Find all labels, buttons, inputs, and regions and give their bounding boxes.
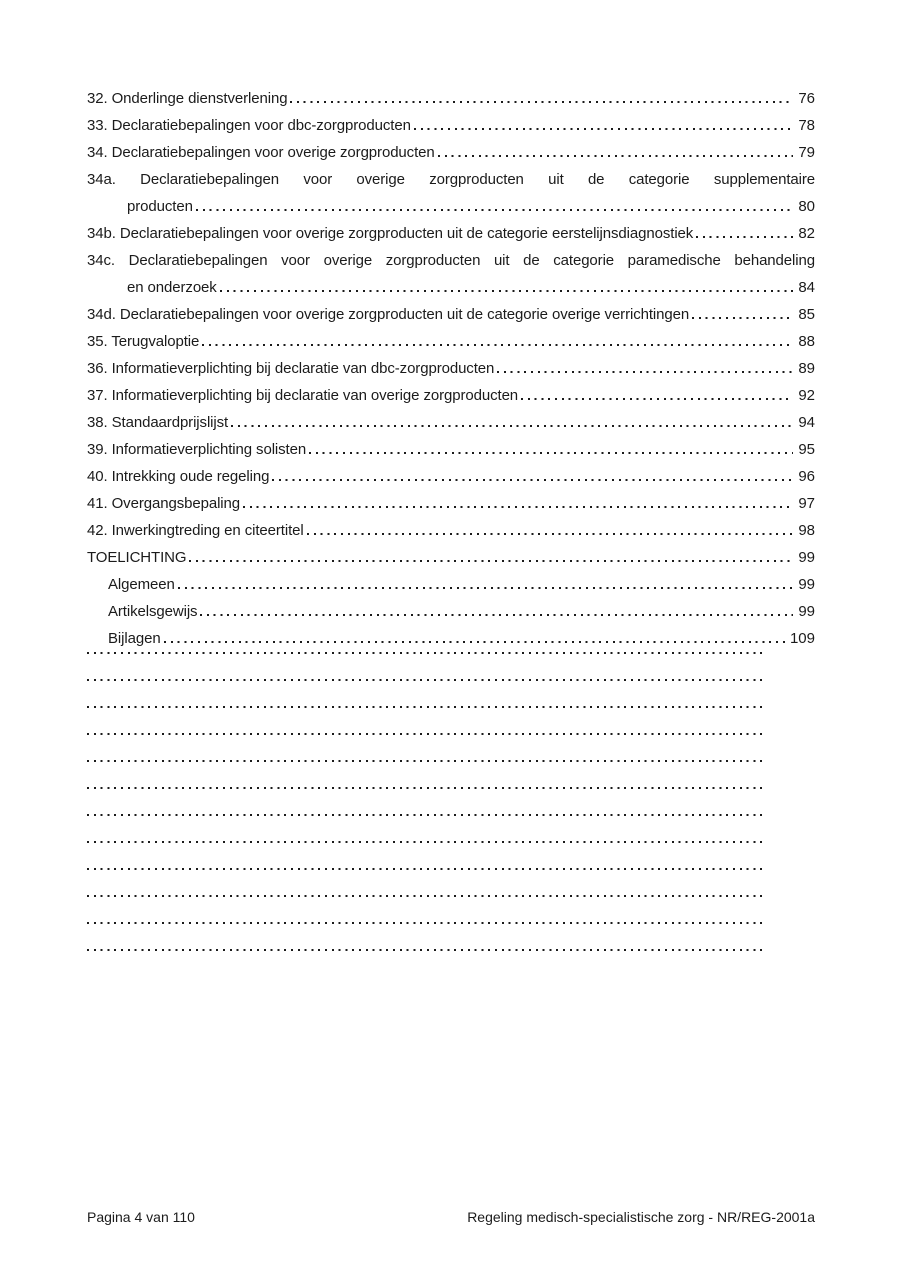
- toc-dot-leader: [196, 209, 793, 211]
- empty-dot-leader: [87, 652, 762, 654]
- toc-entry-label: 36. Informatieverplichting bij declaratie van dbc-zorgproducten: [87, 360, 495, 377]
- toc-entry-page: 92: [798, 387, 815, 404]
- toc-entry-label: 34d. Declaratiebepalingen voor overige zorgproducten uit de categorie overige verrichtingen: [87, 306, 690, 323]
- empty-leader-row: [87, 679, 815, 706]
- empty-dot-leader: [87, 895, 762, 897]
- empty-leader-row: [87, 652, 815, 679]
- toc-entry-page: 79: [798, 144, 815, 161]
- empty-leader-row: [87, 895, 815, 922]
- toc-dot-leader: [521, 398, 793, 400]
- toc-dot-leader: [243, 506, 793, 508]
- toc-row: [87, 625, 815, 652]
- toc-entry-label: 39. Informatieverplichting solisten: [87, 441, 307, 458]
- empty-dot-leader: [87, 787, 762, 789]
- empty-leader-row: [87, 949, 815, 976]
- toc-dot-leader: [231, 425, 793, 427]
- toc-dot-leader: [438, 155, 794, 157]
- empty-leader-row: [87, 841, 815, 868]
- toc-entry-page: 88: [798, 333, 815, 350]
- toc-row: [87, 517, 815, 544]
- toc-row: [87, 382, 815, 409]
- toc-row: [87, 193, 815, 220]
- toc-row: [87, 328, 815, 355]
- toc-dot-leader: [309, 452, 793, 454]
- toc-entry-page: 96: [798, 468, 815, 485]
- toc-dot-leader: [692, 317, 793, 319]
- empty-leader-row: [87, 922, 815, 949]
- empty-leader-row: [87, 733, 815, 760]
- empty-leader-row: [87, 706, 815, 733]
- toc-row: [87, 409, 815, 436]
- empty-dot-leader: [87, 760, 762, 762]
- toc-dot-leader: [497, 371, 793, 373]
- page-footer: [87, 1207, 815, 1227]
- toc-entry-page: 80: [798, 198, 815, 215]
- toc-row: [87, 166, 815, 193]
- toc-entry-page: 98: [798, 522, 815, 539]
- toc-entry-page: 89: [798, 360, 815, 377]
- toc-dot-leader: [178, 587, 794, 589]
- toc-row: [87, 274, 815, 301]
- toc-row: [87, 571, 815, 598]
- toc-row: [87, 85, 815, 112]
- toc-entry-page: 99: [798, 603, 815, 620]
- empty-dot-leader: [87, 706, 762, 708]
- toc-entry-label: 34b. Declaratiebepalingen voor overige zorgproducten uit de categorie eerstelijnsdiagnostiek: [87, 225, 694, 242]
- toc-entry-page: 82: [798, 225, 815, 242]
- footer-document-title: Regeling medisch-specialistische zorg - NR/REG-2001a: [467, 1209, 815, 1225]
- toc-row: [87, 220, 815, 247]
- toc-entry-label: 34c. Declaratiebepalingen voor overige zorgproducten uit de categorie paramedische behandeling: [87, 252, 815, 269]
- toc-dot-leader: [164, 641, 785, 643]
- toc-row: [87, 490, 815, 517]
- empty-leader-row: [87, 787, 815, 814]
- toc-row: [87, 355, 815, 382]
- toc-entry-label: 34a. Declaratiebepalingen voor overige zorgproducten uit de categorie supplementaire: [87, 171, 815, 188]
- table-of-contents: [87, 85, 815, 976]
- toc-entry-label: 35. Terugvaloptie: [87, 333, 200, 350]
- toc-dot-leader: [696, 236, 793, 238]
- toc-dot-leader: [202, 344, 793, 346]
- toc-entry-label: producten: [127, 198, 193, 215]
- toc-row: [87, 112, 815, 139]
- empty-leader-row: [87, 814, 815, 841]
- empty-dot-leader: [87, 733, 762, 735]
- toc-entry-label: 34. Declaratiebepalingen voor overige zorgproducten: [87, 144, 435, 161]
- empty-leader-row: [87, 760, 815, 787]
- toc-entry-label: Artikelsgewijs: [108, 603, 198, 620]
- toc-entry-label: Algemeen: [108, 576, 175, 593]
- toc-entry-label: 33. Declaratiebepalingen voor dbc-zorgproducten: [87, 117, 411, 134]
- toc-dot-leader: [290, 101, 793, 103]
- toc-dot-leader: [307, 533, 794, 535]
- toc-entry-page: 109: [789, 630, 815, 647]
- empty-dot-leader: [87, 922, 762, 924]
- toc-entry-page: 99: [798, 576, 815, 593]
- toc-entry-label: TOELICHTING: [87, 549, 187, 566]
- toc-dot-leader: [220, 290, 794, 292]
- empty-dot-leader: [87, 868, 762, 870]
- toc-entry-page: 84: [798, 279, 815, 296]
- toc-row: [87, 598, 815, 625]
- toc-entry-label: 41. Overgangsbepaling: [87, 495, 241, 512]
- toc-entry-label: 42. Inwerkingtreding en citeertitel: [87, 522, 304, 539]
- toc-entry-page: 99: [798, 549, 815, 566]
- toc-entry-page: 76: [798, 90, 815, 107]
- toc-row: [87, 463, 815, 490]
- toc-entry-page: 85: [798, 306, 815, 323]
- toc-entry-page: 94: [798, 414, 815, 431]
- toc-row: [87, 247, 815, 274]
- toc-entry-page: 95: [798, 441, 815, 458]
- toc-entry-label: 40. Intrekking oude regeling: [87, 468, 270, 485]
- toc-entry-page: 78: [798, 117, 815, 134]
- empty-dot-leader: [87, 841, 762, 843]
- toc-row: [87, 301, 815, 328]
- empty-dot-leader: [87, 679, 762, 681]
- empty-dot-leader: [87, 949, 762, 951]
- toc-dot-leader: [200, 614, 793, 616]
- toc-dot-leader: [272, 479, 793, 481]
- empty-leader-row: [87, 868, 815, 895]
- toc-dot-leader: [189, 560, 793, 562]
- toc-row: [87, 436, 815, 463]
- toc-entry-label: 38. Standaardprijslijst: [87, 414, 229, 431]
- toc-entry-page: 97: [798, 495, 815, 512]
- toc-entry-label: 32. Onderlinge dienstverlening: [87, 90, 288, 107]
- footer-page-indicator: Pagina 4 van 110: [87, 1209, 195, 1225]
- empty-dot-leader: [87, 814, 762, 816]
- toc-entry-label: Bijlagen: [108, 630, 161, 647]
- toc-row: [87, 544, 815, 571]
- toc-row: [87, 139, 815, 166]
- toc-dot-leader: [414, 128, 793, 130]
- toc-entry-label: en onderzoek: [127, 279, 217, 296]
- toc-entry-label: 37. Informatieverplichting bij declaratie van overige zorgproducten: [87, 387, 519, 404]
